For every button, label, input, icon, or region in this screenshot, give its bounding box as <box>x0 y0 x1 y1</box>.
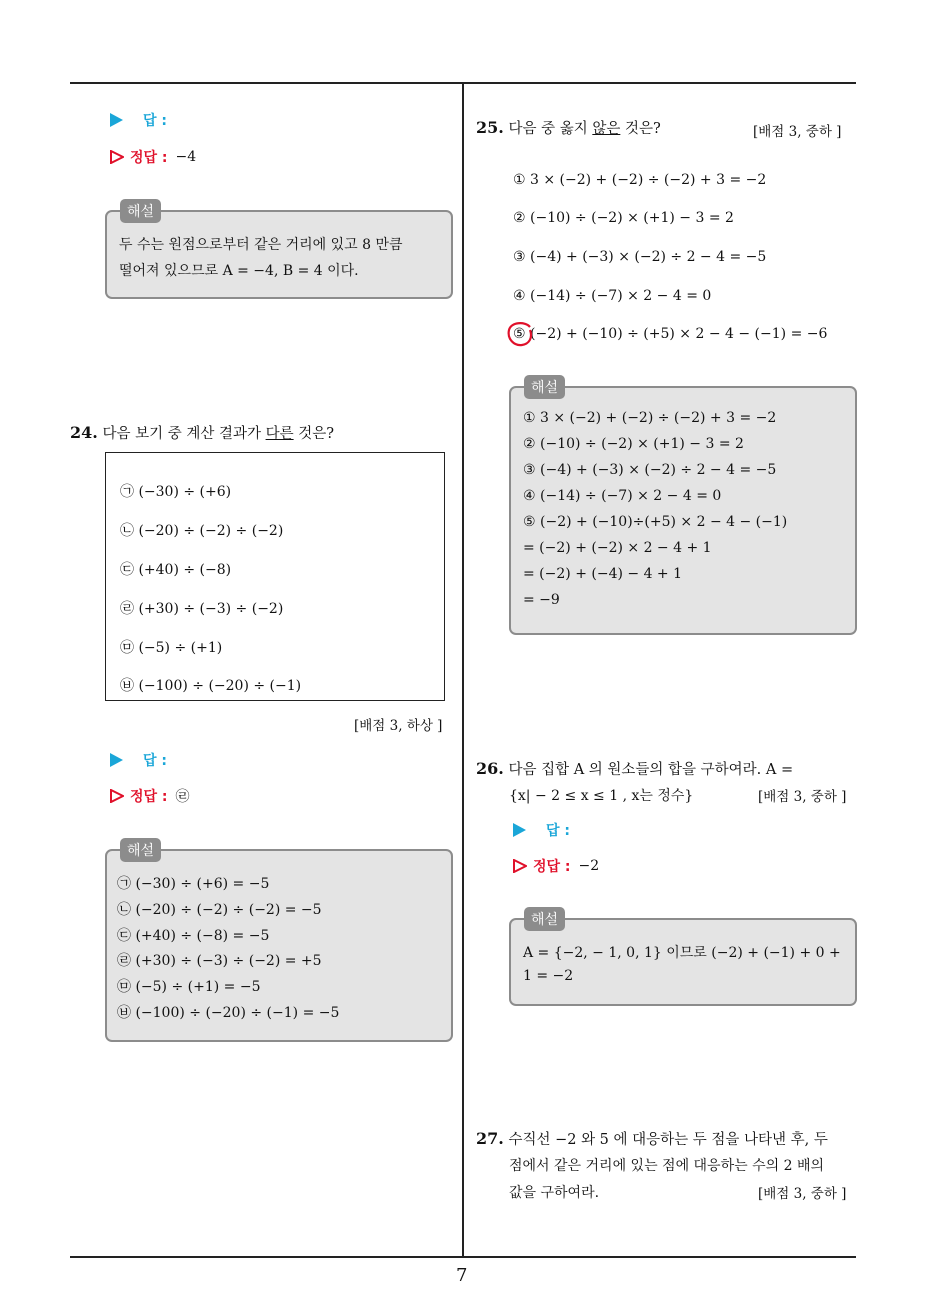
explanation-line: ④ (−14) ÷ (−7) × 2 − 4 = 0 <box>523 488 722 504</box>
explanation-line: ③ (−4) + (−3) × (−2) ÷ 2 − 4 = −5 <box>523 462 777 478</box>
option-item: ⑤ (−2) + (−10) ÷ (+5) × 2 − 4 − (−1) = −6 <box>513 326 828 342</box>
explanation-line: ㉠ (−30) ÷ (+6) = −5 <box>117 876 270 892</box>
option-item: ㉡ (−20) ÷ (−2) ÷ (−2) <box>120 523 284 539</box>
explanation-tag: 해설 <box>120 838 161 862</box>
question-number: 25. <box>476 118 504 137</box>
question-number: 26. <box>476 759 504 778</box>
question-24 <box>70 422 334 443</box>
question-text: 것은? <box>620 121 661 137</box>
explanation-line: 1 = −2 <box>523 968 574 984</box>
question-text: 수직선 −2 와 5 에 대응하는 두 점을 나타낸 후, 두 <box>508 1132 828 1148</box>
explanation-line: A = {−2, − 1, 0, 1} 이므로 (−2) + (−1) + 0 + <box>523 945 841 961</box>
question-26 <box>476 758 793 779</box>
question-emphasis: 않은 <box>592 121 621 137</box>
page-number: 7 <box>456 1265 468 1286</box>
option-item: ① 3 × (−2) + (−2) ÷ (−2) + 3 = −2 <box>513 172 767 188</box>
correct-label: 정답 : <box>533 859 571 875</box>
score-label: [배점 3, 중하 ] <box>758 1186 847 1202</box>
explanation-box <box>105 210 453 299</box>
question-number: 24. <box>70 423 98 442</box>
column-divider <box>462 82 464 1257</box>
explanation-line: ㉤ (−5) ÷ (+1) = −5 <box>117 979 261 995</box>
answer-label: 답 : <box>546 823 570 839</box>
score-label: [배점 3, 중하 ] <box>758 789 847 805</box>
question-number: 27. <box>476 1129 504 1148</box>
options-frame <box>105 452 445 701</box>
explanation-line: ⑤ (−2) + (−10)÷(+5) × 2 − 4 − (−1) <box>523 514 788 530</box>
option-item: ② (−10) ÷ (−2) × (+1) − 3 = 2 <box>513 210 734 226</box>
answer-label: 답 : <box>143 113 167 129</box>
explanation-tag: 해설 <box>524 375 565 399</box>
score-label: [배점 3, 하상 ] <box>354 718 443 734</box>
explanation-box <box>105 849 453 1042</box>
option-item: ④ (−14) ÷ (−7) × 2 − 4 = 0 <box>513 288 712 304</box>
explanation-line: ② (−10) ÷ (−2) × (+1) − 3 = 2 <box>523 436 744 452</box>
question-27 <box>476 1128 828 1149</box>
explanation-line: ㉥ (−100) ÷ (−20) ÷ (−1) = −5 <box>117 1005 340 1021</box>
correct-marker-icon <box>513 859 527 873</box>
question-text: 다음 중 옳지 <box>508 121 593 137</box>
correct-value: −2 <box>578 858 600 874</box>
correct-label: 정답 : <box>130 150 168 166</box>
answer-row <box>110 110 167 130</box>
option-item: ㉣ (+30) ÷ (−3) ÷ (−2) <box>120 601 284 617</box>
explanation-line: 두 수는 원점으로부터 같은 거리에 있고 8 만큼 <box>119 237 403 253</box>
explanation-tag: 해설 <box>524 907 565 931</box>
explanation-line: ㉡ (−20) ÷ (−2) ÷ (−2) = −5 <box>117 902 322 918</box>
explanation-line: ① 3 × (−2) + (−2) ÷ (−2) + 3 = −2 <box>523 410 777 426</box>
answer-label: 답 : <box>143 753 167 769</box>
question-text: 다음 보기 중 계산 결과가 <box>102 426 266 442</box>
question-text: {x| − 2 ≤ x ≤ 1 , x는 정수} <box>509 788 694 804</box>
explanation-line: = (−2) + (−4) − 4 + 1 <box>523 566 683 582</box>
question-text: 다음 집합 A 의 원소들의 합을 구하여라. A = <box>508 762 794 778</box>
explanation-tag: 해설 <box>120 199 161 223</box>
correct-label: 정답 : <box>130 789 168 805</box>
question-text: 것은? <box>293 426 334 442</box>
explanation-box <box>509 386 857 635</box>
answer-marker-icon <box>110 753 123 767</box>
score-label: [배점 3, 중하 ] <box>753 124 842 140</box>
selected-answer-circle-icon <box>505 321 535 348</box>
option-item: ③ (−4) + (−3) × (−2) ÷ 2 − 4 = −5 <box>513 249 767 265</box>
explanation-line: = −9 <box>523 592 560 608</box>
explanation-line: = (−2) + (−2) × 2 − 4 + 1 <box>523 540 712 556</box>
correct-value: −4 <box>175 149 197 165</box>
option-item: ㉠ (−30) ÷ (+6) <box>120 484 232 500</box>
explanation-box <box>509 918 857 1006</box>
correct-marker-icon <box>110 150 124 164</box>
option-item: ㉤ (−5) ÷ (+1) <box>120 640 223 656</box>
option-item: ㉢ (+40) ÷ (−8) <box>120 562 232 578</box>
explanation-line: ㉢ (+40) ÷ (−8) = −5 <box>117 928 270 944</box>
option-item: ㉥ (−100) ÷ (−20) ÷ (−1) <box>120 678 302 694</box>
explanation-line: ㉣ (+30) ÷ (−3) ÷ (−2) = +5 <box>117 953 322 969</box>
correct-answer-row <box>513 856 599 876</box>
answer-row <box>513 820 570 840</box>
question-25 <box>476 117 661 138</box>
correct-value: ㉣ <box>175 789 190 805</box>
answer-marker-icon <box>513 823 526 837</box>
answer-row <box>110 750 167 770</box>
correct-answer-row <box>110 147 196 167</box>
question-text: 값을 구하여라. <box>509 1185 600 1201</box>
correct-marker-icon <box>110 789 124 803</box>
bottom-rule <box>70 1256 856 1258</box>
question-emphasis: 다른 <box>265 426 294 442</box>
answer-marker-icon <box>110 113 123 127</box>
question-text: 점에서 같은 거리에 있는 점에 대응하는 수의 2 배의 <box>509 1158 824 1174</box>
correct-answer-row <box>110 786 190 806</box>
explanation-line: 떨어져 있으므로 A = −4, B = 4 이다. <box>119 263 359 279</box>
